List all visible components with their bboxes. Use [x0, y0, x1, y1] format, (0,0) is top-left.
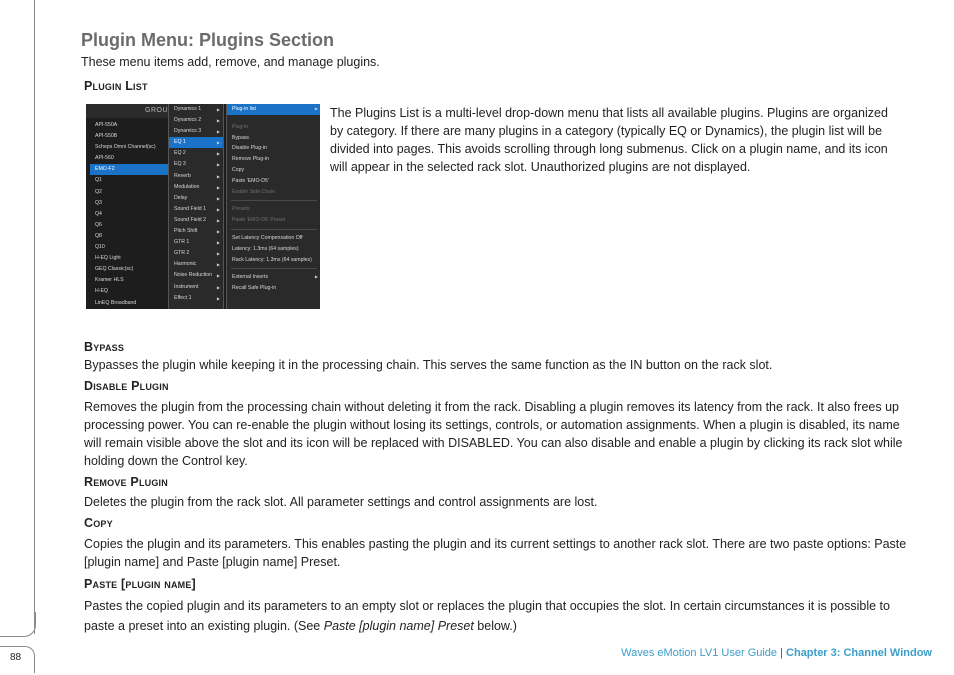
left-margin-line	[34, 0, 35, 634]
heading-remove-plugin: Remove Plugin	[84, 475, 168, 489]
category-item[interactable]: GTR 2 ▶	[169, 248, 223, 259]
menu-separator	[231, 200, 317, 201]
plugin-item[interactable]: LinEQ Broadband	[95, 299, 137, 306]
chevron-right-icon: ▶	[216, 184, 220, 190]
menu-enable-side-chain: Enable Side Chain	[232, 188, 275, 195]
category-item[interactable]: Dynamics 3 ▶	[169, 126, 223, 137]
chevron-right-icon: ▶	[216, 151, 220, 157]
menu-plugin-label: Plug-in	[232, 123, 249, 130]
category-item[interactable]: Noise Reduction ▶	[169, 270, 223, 281]
heading-disable-plugin: Disable Plugin	[84, 379, 169, 393]
category-item[interactable]: Sound Field 1 ▶	[169, 204, 223, 215]
category-item[interactable]: GTR 1 ▶	[169, 237, 223, 248]
margin-curve	[0, 612, 36, 637]
chevron-right-icon: ▶	[216, 262, 220, 268]
plugin-context-menu	[226, 104, 320, 309]
category-item[interactable]: Instrument ▶	[169, 282, 223, 293]
paste-preset-reference: Paste [plugin name] Preset	[323, 619, 474, 633]
category-item[interactable]: Pitch Shift ▶	[169, 226, 223, 237]
menu-paste-preset: Paste 'EMO-D5' Preset	[232, 217, 286, 224]
plugin-item[interactable]: Q1	[95, 177, 102, 184]
chevron-right-icon: ▶	[216, 162, 220, 168]
plugin-item[interactable]: API-550B	[95, 133, 118, 140]
plugin-item[interactable]: Scheps Omni Channel(sc)	[95, 144, 156, 151]
chevron-right-icon: ▶	[216, 229, 220, 235]
heading-bypass: Bypass	[84, 340, 125, 354]
chevron-right-icon: ▶	[216, 195, 220, 201]
chevron-right-icon: ▶	[216, 295, 220, 301]
copy-text: Copies the plugin and its parameters. This enables pasting the plugin and its current settings to another rack slot. There are two paste options: Paste [plugin name] and Paste [plugin name] Preset.	[84, 537, 907, 569]
page-footer: Waves eMotion LV1 User Guide | Chapter 3: Channel Window	[621, 647, 932, 659]
category-item[interactable]: Dynamics 2 ▶	[169, 115, 223, 126]
chevron-right-icon: ▶	[216, 273, 220, 279]
menu-remove-plugin[interactable]: Remove Plug-in	[232, 156, 269, 163]
category-item[interactable]: Reverb ▶	[169, 171, 223, 182]
plugin-item[interactable]: Q2	[95, 188, 102, 195]
plugin-menu-screenshot	[86, 104, 320, 309]
menu-separator	[231, 229, 317, 230]
chevron-right-icon: ▶	[216, 173, 220, 179]
intro-text: These menu items add, remove, and manage plugins.	[81, 55, 380, 69]
category-item-selected[interactable]: EQ 1 ▶	[169, 137, 223, 148]
category-item[interactable]: Harmonic ▶	[169, 259, 223, 270]
menu-bypass[interactable]: Bypass	[232, 134, 250, 141]
plugin-item[interactable]: Kramer HLS	[95, 277, 124, 284]
chevron-right-icon: ▶	[216, 118, 220, 124]
category-item[interactable]: Dynamics 1 ▶	[169, 104, 223, 115]
chevron-right-icon: ▶	[216, 240, 220, 246]
plugin-item[interactable]: Q3	[95, 199, 102, 206]
menu-paste[interactable]: Paste 'EMO-D5'	[232, 177, 269, 184]
menu-recall-safe[interactable]: Recall Safe Plug-in	[232, 285, 277, 292]
heading-copy: Copy	[84, 516, 113, 530]
rack-header	[86, 104, 168, 118]
category-item[interactable]: Modulation ▶	[169, 182, 223, 193]
chevron-right-icon: ▶	[216, 251, 220, 257]
category-item[interactable]: Effect 1 ▶	[169, 293, 223, 304]
menu-copy[interactable]: Copy	[232, 166, 245, 173]
category-item[interactable]: EQ 2 ▶	[169, 148, 223, 159]
chevron-right-icon: ▶	[216, 217, 220, 223]
chevron-right-icon: ▶	[216, 206, 220, 212]
menu-separator	[231, 268, 317, 269]
category-item[interactable]: Delay ▶	[169, 193, 223, 204]
plugin-column	[90, 120, 168, 309]
paste-text: Pastes the copied plugin and its parameters to an empty slot or replaces the plugin that occupies the slot. In certain circumstances it is possible to paste a preset into an existing plugin. (See Paste [plugin name] Preset below.)	[84, 599, 890, 633]
plugin-item[interactable]: H-EQ Light	[95, 255, 121, 262]
menu-latency-compensation[interactable]: Set Latency Compensation Off	[232, 234, 303, 241]
plugin-item-selected[interactable]: EMO-F2	[90, 164, 168, 175]
page-number: 88	[10, 652, 22, 663]
plugin-item[interactable]: API-550A	[95, 122, 118, 128]
category-column	[168, 104, 224, 309]
plugin-item[interactable]: H-EQ	[95, 288, 108, 295]
chevron-right-icon: ▶	[314, 106, 318, 111]
menu-disable-plugin[interactable]: Disable Plug-in	[232, 145, 267, 152]
chevron-right-icon: ▶	[216, 140, 220, 146]
category-item[interactable]: Sound Field 2 ▶	[169, 215, 223, 226]
plugin-item[interactable]: Q8	[95, 232, 102, 239]
chevron-right-icon: ▶	[314, 274, 318, 280]
menu-external-inserts[interactable]: External Inserts ▶	[227, 272, 320, 283]
plugin-item[interactable]: Q10	[95, 244, 105, 251]
plugin-item[interactable]: GEQ Classic(sc)	[95, 266, 134, 273]
disable-plugin-text: Removes the plugin from the processing chain without deleting it from the rack. Disabling a plugin removes its latency from the rack. It also frees up processing power. You can re-enable the plugin without losing its settings, controls, or automation assignments. When a plugin is disabled, its name will remain visible above the slot and its icon will be replaced with DISABLED. You can also disable and enable a plugin by clicking its rack slot while holding down the Control key.	[84, 400, 903, 468]
category-item[interactable]: EQ 3 ▶	[169, 159, 223, 170]
page-title: Plugin Menu: Plugins Section	[81, 30, 335, 50]
menu-plugin-list[interactable]: Plug-in list ▶	[227, 104, 320, 115]
heading-paste: Paste [plugin name]	[84, 577, 196, 591]
menu-latency: Latency: 1.3ms (64 samples)	[232, 245, 299, 252]
plugin-item[interactable]: API-560	[95, 155, 114, 162]
rack-header-label: GROU	[145, 107, 168, 114]
chevron-right-icon: ▶	[216, 107, 220, 112]
remove-plugin-text: Deletes the plugin from the rack slot. All parameter settings and control assignments are lost.	[84, 495, 598, 509]
plugin-list-text: The Plugins List is a multi-level drop-down menu that lists all available plugins. Plugins are organized by category. If there are many plugins in a category (typically EQ or Dynamics), the plugin list will be divided into pages. This avoids scrolling through long submenus. Click on a plugin name, and its icon will appear in the selected rack slot. Unauthorized plugins are not displayed.	[330, 106, 888, 174]
chevron-right-icon: ▶	[216, 284, 220, 290]
bypass-text: Bypasses the plugin while keeping it in the processing chain. This serves the same function as the IN button on the rack slot.	[84, 358, 773, 372]
menu-rack-latency: Rack Latency: 1.3ms (64 samples)	[232, 256, 312, 263]
heading-plugin-list: Plugin List	[84, 79, 148, 93]
plugin-item[interactable]: Q6	[95, 221, 102, 228]
plugin-item[interactable]: Q4	[95, 210, 102, 217]
guide-title: Waves eMotion LV1 User Guide	[621, 647, 778, 659]
chevron-right-icon: ▶	[216, 129, 220, 135]
menu-presets: Presets	[232, 206, 250, 213]
chapter-title: Chapter 3: Channel Window	[786, 647, 932, 659]
